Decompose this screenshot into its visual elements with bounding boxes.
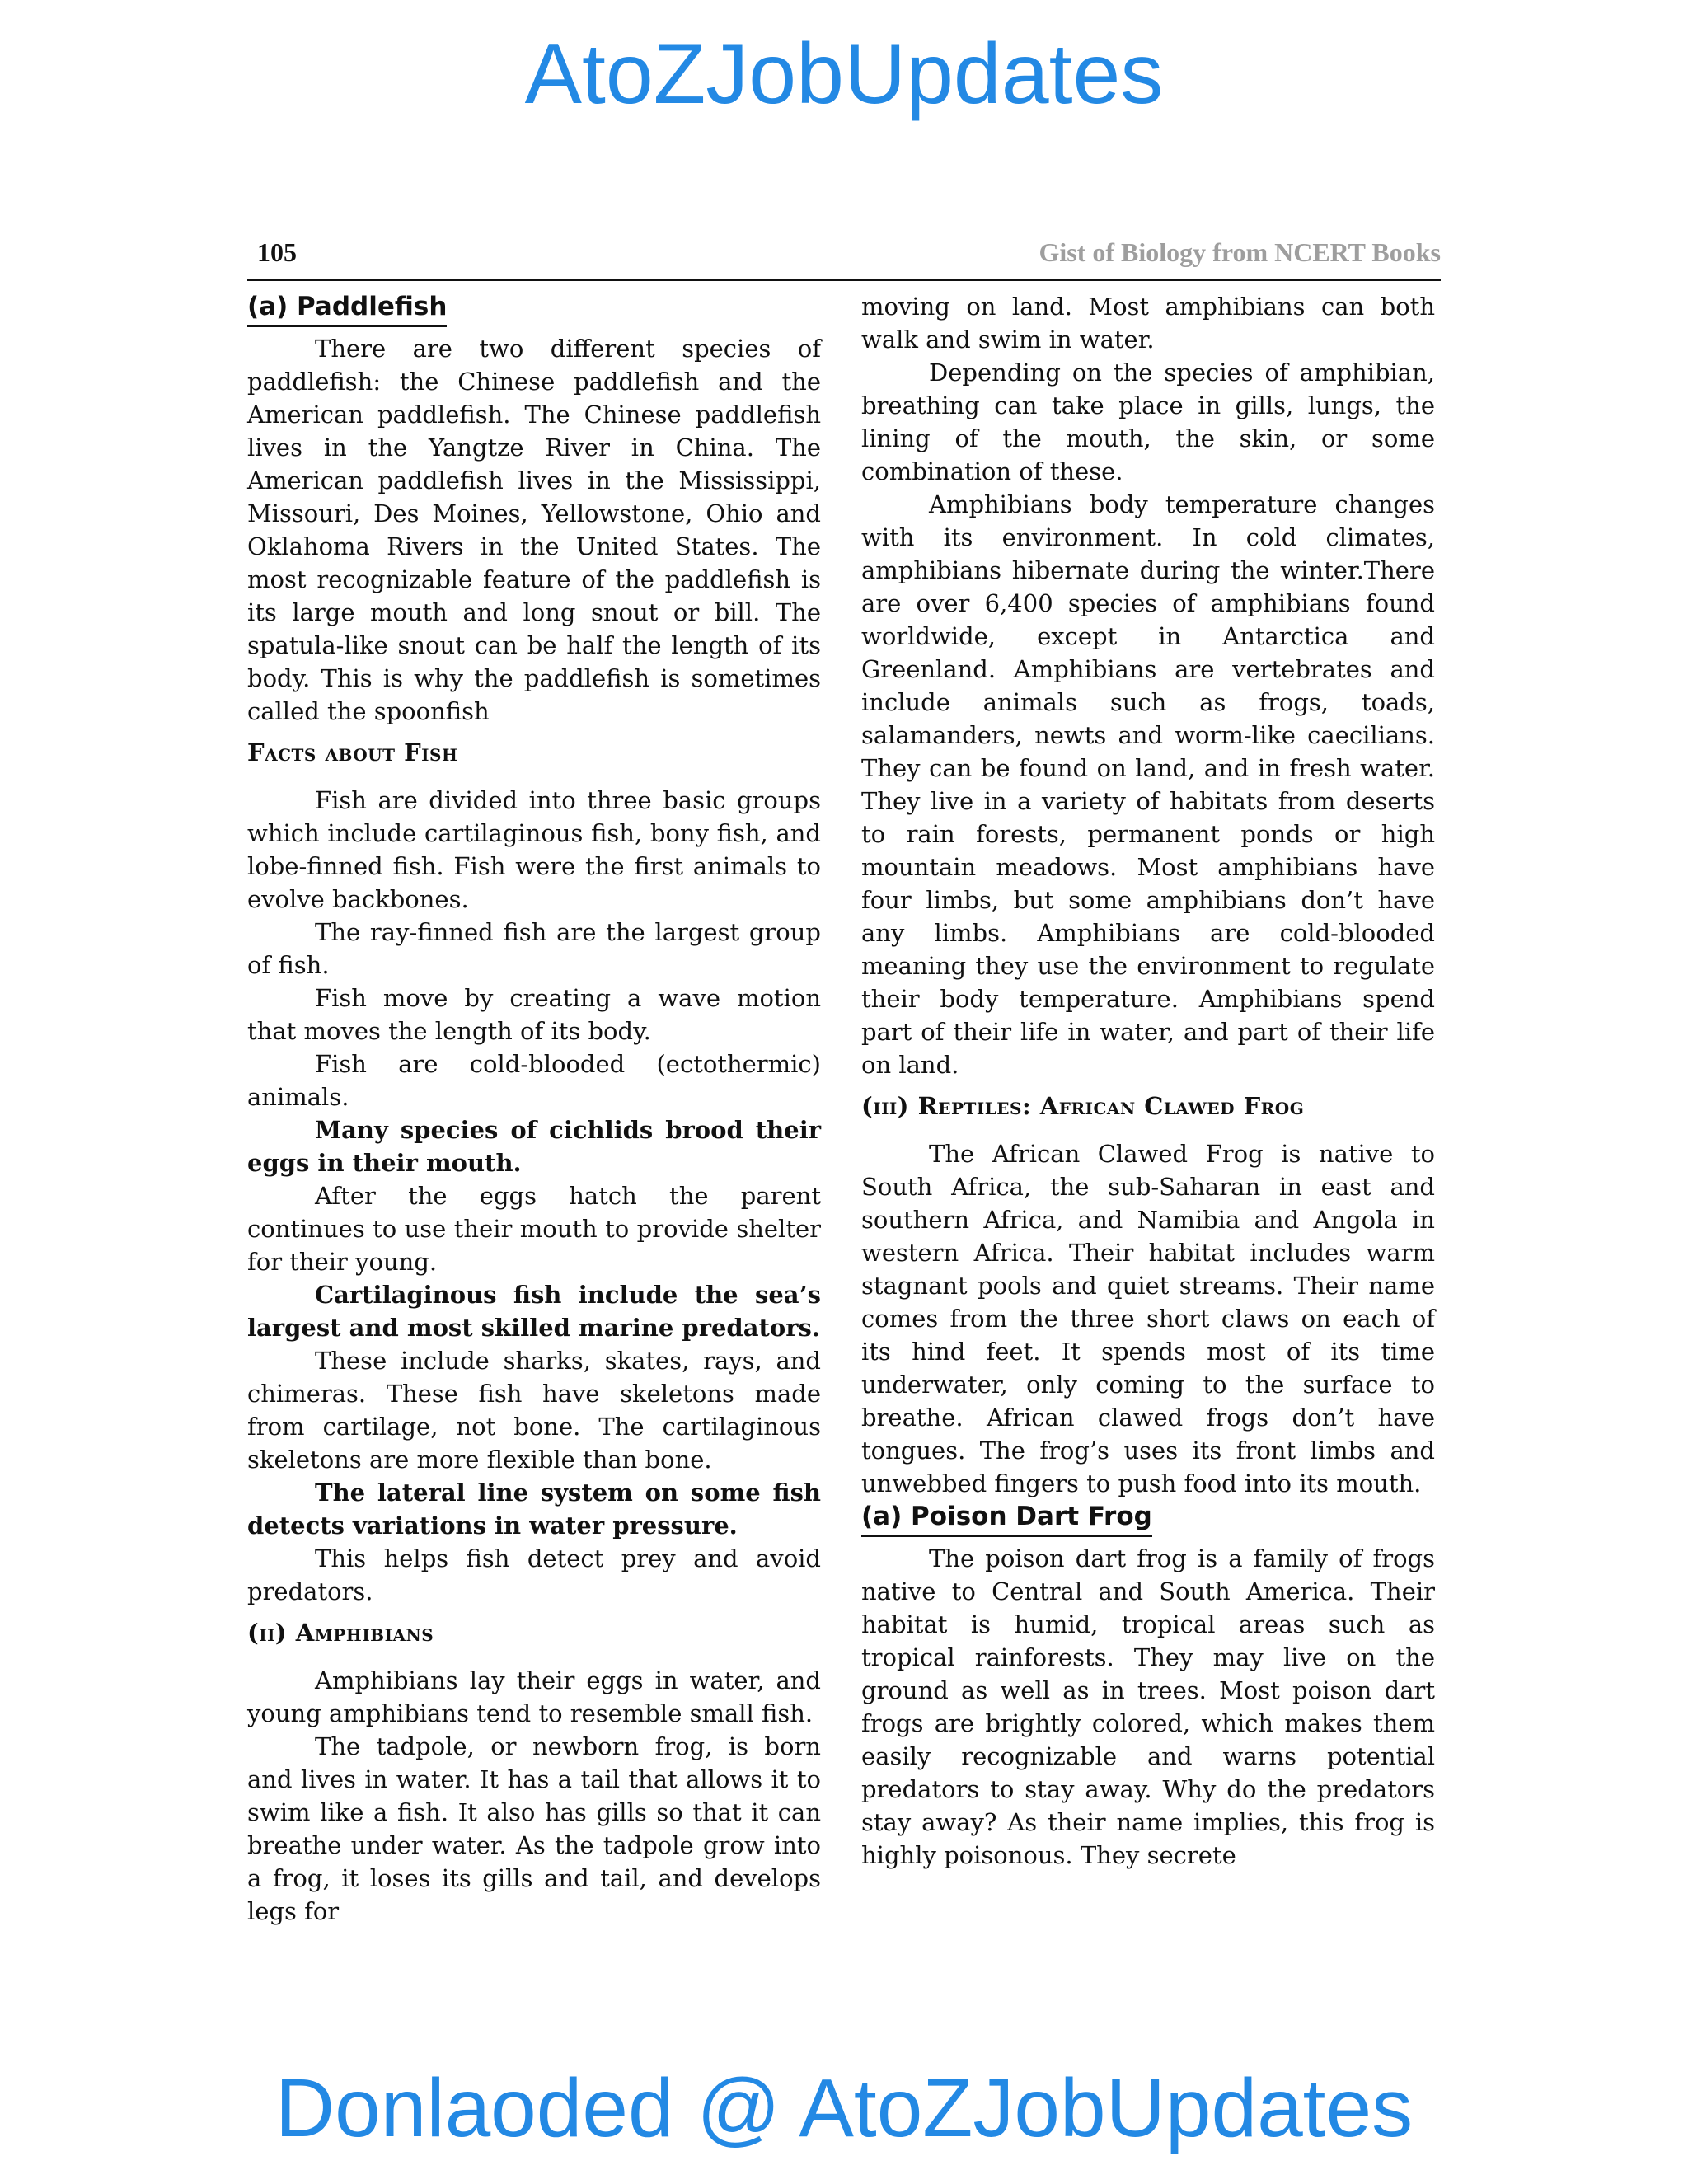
right-column bbox=[861, 290, 1435, 1872]
amphibians-paragraph: Amphibians lay their eggs in water, and young amphibians tend to resemble small fish. bbox=[247, 1666, 821, 1727]
running-title: Gist of Biology from NCERT Books bbox=[1039, 237, 1441, 267]
fish-paragraph: After the eggs hatch the parent continues to use their mouth to provide shelter for their young. bbox=[247, 1182, 821, 1276]
fish-paragraph: Fish are divided into three basic groups which include cartilaginous fish, bony fish, and lobe-finned fish. Fish were the first animals to evolve backbones. bbox=[247, 786, 821, 913]
fish-bold-statement: The lateral line system on some fish detects variations in water pressure. bbox=[247, 1479, 821, 1540]
facts-about-fish-heading: Facts about Fish bbox=[247, 738, 458, 766]
african-clawed-frog-paragraph: The African Clawed Frog is native to South Africa, the sub-Saharan in east and southern Africa, and Namibia and Angola in western Africa. Their habitat includes warm stagnant pools and quiet streams. Their name comes from the three short claws on each of its hind feet. It spends most of its time underwater, only coming to the surface to breathe. African clawed frogs don’t have tongues. The frog’s uses its front limbs and unwebbed fingers to push food into its mouth. bbox=[861, 1140, 1435, 1497]
fish-bold-statement: Many species of cichlids brood their eggs in their mouth. bbox=[247, 1116, 821, 1177]
page-header bbox=[247, 229, 1441, 281]
watermark-bottom: Donlaoded @ AtoZJobUpdates bbox=[274, 2062, 1414, 2154]
amphibians-paragraph: Depending on the species of amphibian, breathing can take place in gills, lungs, the lining of the mouth, the skin, or some combination of these. bbox=[861, 359, 1435, 485]
fish-paragraph: This helps fish detect prey and avoid predators. bbox=[247, 1544, 821, 1605]
amphibians-paragraph: Amphibians body temperature changes with its environment. In cold climates, amphibians hibernate during the winter.There are over 6,400 species of amphibians found worldwide, except in Antarctica and Greenland. Amphibians are vertebrates and include animals such as frogs, toads, salamanders, newts and worm-like caecilians. They can be found on land, and in fresh water. They live in a variety of habitats from deserts to rain forests, permanent ponds or high mountain meadows. Most amphibians have four limbs, but some amphibians don’t have any limbs. Amphibians are cold-blooded meaning they use the environment to regulate their body temperature. Amphibians spend part of their life in water, and part of their life on land. bbox=[861, 490, 1435, 1079]
fish-paragraph: These include sharks, skates, rays, and chimeras. These fish have skeletons made from cartilage, not bone. The cartilaginous skeletons are more flexible than bone. bbox=[247, 1347, 821, 1474]
fish-paragraph: Fish move by creating a wave motion that moves the length of its body. bbox=[247, 984, 821, 1045]
fish-bold-statement: Cartilaginous fish include the sea’s largest and most skilled marine predators. bbox=[247, 1281, 821, 1342]
amphibians-paragraph-continued: moving on land. Most amphibians can both walk and swim in water. bbox=[861, 293, 1435, 354]
poison-dart-frog-heading: (a) Poison Dart Frog bbox=[861, 1500, 1152, 1537]
reptiles-heading: (iii) Reptiles: African Clawed Frog bbox=[861, 1092, 1305, 1120]
watermark-top: AtoZJobUpdates bbox=[524, 26, 1164, 122]
fish-paragraph: The ray-finned fish are the largest group of fish. bbox=[247, 918, 821, 979]
poison-dart-frog-paragraph: The poison dart frog is a family of frogs native to Central and South America. Their habitat is humid, tropical areas such as tropical rainforests. They may live on the ground as well as in trees. Most poison dart frogs are brightly colored, which makes them easily recognizable and warns potential predators to stay away. Why do the predators stay away? As their name implies, this frog is highly poisonous. They secrete bbox=[861, 1544, 1435, 1869]
amphibians-paragraph: The tadpole, or newborn frog, is born and lives in water. It has a tail that allows it to swim like a fish. It also has gills so that it can breathe under water. As the tadpole grow into a frog, it loses its gills and tail, and develops legs for bbox=[247, 1732, 821, 1925]
paddlefish-paragraph: There are two different species of paddlefish: the Chinese paddlefish and the American paddlefish. The Chinese paddlefish lives in the Yangtze River in China. The American paddlefish lives in the Mississippi, Missouri, Des Moines, Yellowstone, Ohio and Oklahoma Rivers in the United States. The most recognizable feature of the paddlefish is its large mouth and long snout or bill. The spatula-like snout can be half the length of its body. This is why the paddlefish is sometimes called the spoonfish bbox=[247, 335, 821, 725]
page-number: 105 bbox=[257, 237, 297, 267]
paddlefish-heading: (a) Paddlefish bbox=[247, 290, 447, 327]
amphibians-heading: (ii) Amphibians bbox=[247, 1619, 434, 1647]
left-column bbox=[247, 290, 821, 1928]
fish-paragraph: Fish are cold-blooded (ectothermic) animals. bbox=[247, 1050, 821, 1111]
